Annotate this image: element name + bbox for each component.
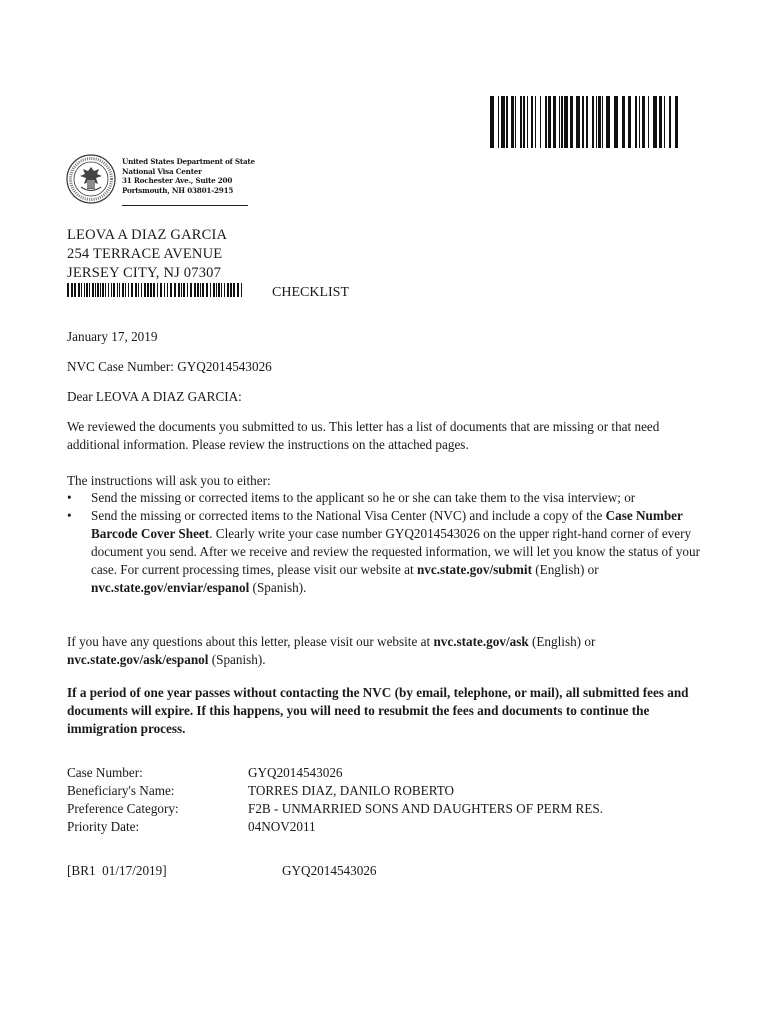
detail-value: 04NOV2011 [248, 819, 316, 834]
recipient-name: LEOVA A DIAZ GARCIA [67, 227, 228, 243]
letterhead-department: United States Department of State [122, 157, 255, 166]
detail-label: Beneficiary's Name: [67, 783, 175, 798]
case-barcode-icon [490, 96, 680, 148]
instruction-list [67, 489, 707, 597]
case-details [67, 764, 603, 836]
detail-row [67, 818, 603, 836]
ask-link[interactable]: nvc.state.gov/ask [433, 634, 529, 649]
bullet-icon: • [67, 508, 72, 523]
bullet-icon: • [67, 490, 72, 505]
text-run: (English) or [528, 634, 596, 649]
recipient-city: JERSEY CITY, NJ 07307 [67, 265, 222, 281]
letterhead-center: National Visa Center [122, 166, 202, 176]
postal-barcode-icon [67, 283, 243, 297]
recipient-address [67, 226, 227, 283]
ask-spanish-link[interactable]: nvc.state.gov/ask/espanol [67, 652, 209, 667]
letterhead-street: 31 Rochester Ave., Suite 200 [122, 176, 233, 186]
text-run: (Spanish). [249, 580, 307, 595]
letter-date: January 17, 2019 [67, 329, 158, 344]
detail-row [67, 800, 603, 818]
us-state-department-seal-icon [66, 154, 116, 204]
detail-label: Priority Date: [67, 819, 140, 834]
text-run: Send the missing or corrected items to the National Visa Center (NVC) and include a copy of the [91, 508, 606, 523]
text-run: (English) or [531, 562, 599, 577]
recipient-street: 254 TERRACE AVENUE [67, 246, 223, 262]
detail-value: GYQ2014543026 [248, 765, 343, 780]
intro-paragraph: We reviewed the documents you submitted to us. This letter has a list of documents that are missing or that need additional information. Please review the instructions on the attached pages. [67, 419, 660, 452]
detail-label: Preference Category: [67, 801, 179, 816]
letterhead-city: Portsmouth, NH 03801-2915 [122, 185, 234, 195]
cover-sheet-title: Case Number Barcode Cover Sheet [91, 508, 683, 541]
detail-value: TORRES DIAZ, DANILO ROBERTO [248, 783, 455, 798]
detail-row [67, 782, 603, 800]
salutation: Dear LEOVA A DIAZ GARCIA: [67, 389, 242, 404]
nvc-case-number: NVC Case Number: GYQ2014543026 [67, 359, 272, 374]
submit-link[interactable]: nvc.state.gov/submit [416, 562, 532, 577]
detail-row [67, 764, 603, 782]
submit-spanish-link[interactable]: nvc.state.gov/enviar/espanol [91, 580, 250, 595]
checklist-label: CHECKLIST [272, 285, 349, 300]
letterhead-divider [122, 205, 248, 206]
text-run: (Spanish). [208, 652, 266, 667]
bullet-text [91, 508, 700, 595]
detail-value: F2B - UNMARRIED SONS AND DAUGHTERS OF PERM RES. [248, 801, 604, 816]
text-run: . Clearly write your case number GYQ2014543026 on the upper right-hand corner of every document you send. After we receive and review the requested information, we will let you know the status of your case. For current processing times, please visit our website at [91, 526, 701, 577]
instructions-intro: The instructions will ask you to either: [67, 473, 271, 488]
footer-reference: [BR1 01/17/2019] [67, 863, 167, 878]
questions-paragraph [67, 633, 707, 669]
detail-label: Case Number: [67, 765, 143, 780]
list-item [67, 489, 707, 507]
bullet-text: Send the missing or corrected items to the applicant so he or she can take them to the visa interview; or [91, 490, 636, 505]
expiration-warning: If a period of one year passes without contacting the NVC (by email, telephone, or mail), all submitted fees and documents will expire. If this happens, you will need to resubmit the fees and documents to continue the immigration process. [67, 685, 689, 736]
list-item [67, 507, 707, 597]
text-run: If you have any questions about this letter, please visit our website at [67, 634, 434, 649]
footer-case-number: GYQ2014543026 [282, 863, 377, 878]
letterhead [122, 157, 255, 195]
